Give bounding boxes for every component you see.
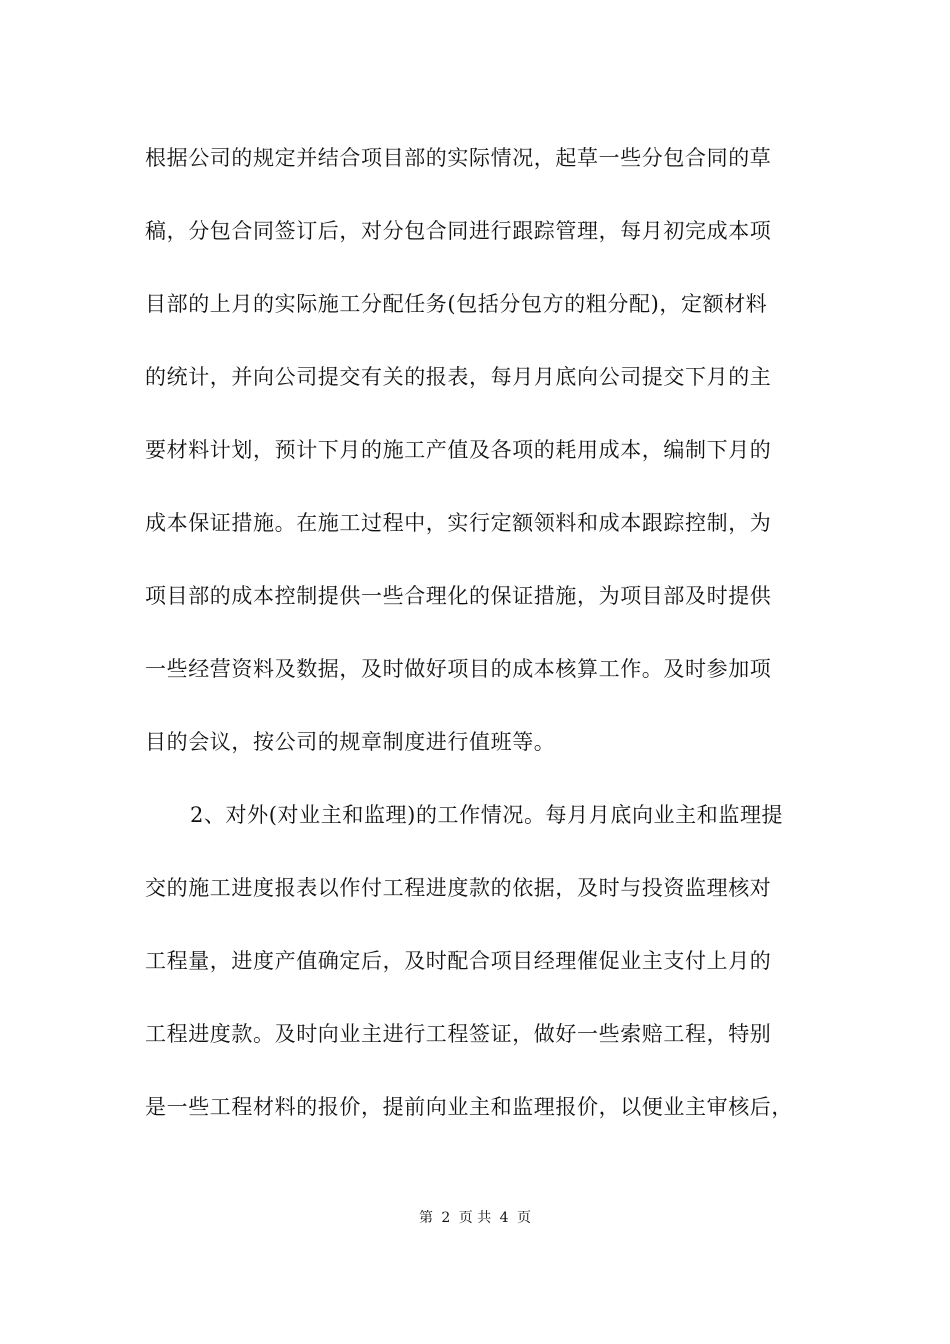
page-footer <box>0 1208 950 1228</box>
paragraph-line-7: 项目部的成本控制提供一些合理化的保证措施，为项目部及时提供 <box>145 584 772 608</box>
footer-prefix: 第 <box>418 1210 433 1226</box>
footer-suffix: 页 <box>517 1210 532 1226</box>
paragraph-line-2: 稿，分包合同签订后，对分包合同进行跟踪管理，每月初完成本项 <box>145 219 772 243</box>
paragraph-line-14: 是一些工程材料的报价，提前向业主和监理报价，以便业主审核后， <box>145 1095 793 1119</box>
paragraph-line-10: 2、对外(对业主和监理)的工作情况。每月月底向业主和监理提 <box>190 803 784 827</box>
paragraph-line-12: 工程量，进度产值确定后，及时配合项目经理催促业主支付上月的 <box>145 949 772 973</box>
paragraph-line-8: 一些经营资料及数据，及时做好项目的成本核算工作。及时参加项 <box>145 657 772 681</box>
footer-total-pages: 4 <box>499 1210 509 1226</box>
paragraph-line-1: 根据公司的规定并结合项目部的实际情况，起草一些分包合同的草 <box>145 146 772 170</box>
paragraph-line-5: 要材料计划，预计下月的施工产值及各项的耗用成本，编制下月的 <box>145 438 772 462</box>
footer-middle: 页 共 <box>458 1210 492 1226</box>
paragraph-line-6: 成本保证措施。在施工过程中，实行定额领料和成本跟踪控制，为 <box>145 511 772 535</box>
paragraph-line-4: 的统计，并向公司提交有关的报表，每月月底向公司提交下月的主 <box>145 365 772 389</box>
paragraph-line-11: 交的施工进度报表以作付工程进度款的依据，及时与投资监理核对 <box>145 876 772 900</box>
paragraph-line-3: 目部的上月的实际施工分配任务(包括分包方的粗分配)，定额材料 <box>145 292 768 316</box>
paragraph-line-9: 目的会议，按公司的规章制度进行值班等。 <box>145 730 556 754</box>
footer-current-page: 2 <box>441 1210 451 1226</box>
paragraph-line-13: 工程进度款。及时向业主进行工程签证，做好一些索赔工程，特别 <box>145 1022 772 1046</box>
